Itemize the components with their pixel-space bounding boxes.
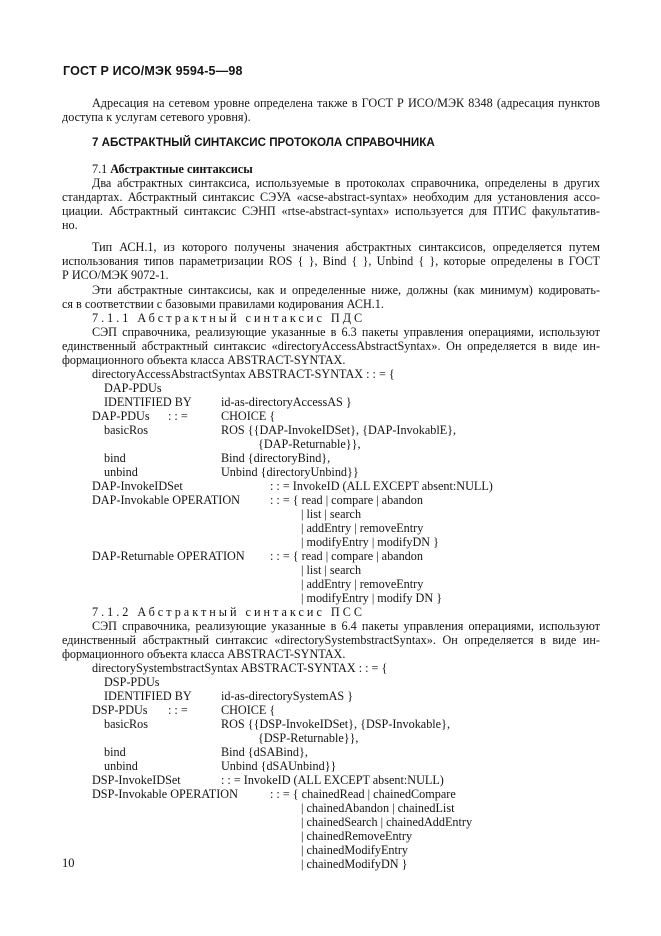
intro-line-2: доступа к услугам сетевого уровня).: [62, 110, 251, 124]
code-keyword: DSP-InvokeIDSet: [92, 773, 181, 787]
code-value: | addEntry | removeEntry: [301, 577, 424, 591]
code-operator: : : =: [168, 409, 188, 423]
code-line: directoryAccessAbstractSyntax ABSTRACT-SYNTAX : : = {: [92, 367, 395, 381]
code-keyword: unbind: [104, 759, 138, 773]
subsection-7-1-2-title: 7.1.2 Абстрактный синтаксис ПСС: [92, 605, 365, 619]
subsection-7-1-1-title: 7.1.1 Абстрактный синтаксис ПДС: [92, 311, 366, 325]
code-value: | list | search: [301, 507, 362, 521]
s712-line-2: единственный абстрактный синтаксис «directorySystembstractSyntax». Он определяется в виде ин-: [62, 633, 600, 647]
s711-line-2: единственный абстрактный синтаксис «directoryAccessAbstractSyntax». Он определяется в виде ин-: [62, 339, 600, 353]
code-keyword: IDENTIFIED BY: [104, 395, 192, 409]
code-line: DAP-PDUs: [104, 381, 162, 395]
para-1-line-3: циации. Абстрактный синтаксис СЭНП «rtse-abstract-syntax» используется для ПТИС факультатив-: [62, 204, 600, 218]
code-value: CHOICE {: [221, 409, 276, 423]
para-3-line-2: ся в соответствии с базовыми правилами кодирования АСН.1.: [62, 297, 384, 311]
code-keyword: basicRos: [104, 423, 149, 437]
code-value: : : = InvokeID (ALL EXCEPT absent:NULL): [270, 479, 493, 493]
running-header: ГОСТ Р ИСО/МЭК 9594-5—98: [63, 64, 243, 78]
code-value: ROS {{DSP-InvokeIDSet}, {DSP-Invokable},: [221, 717, 450, 731]
code-value: : : = InvokeID (ALL EXCEPT absent:NULL): [221, 773, 444, 787]
code-line: directorySystembstractSyntax ABSTRACT-SYNTAX : : = {: [92, 661, 388, 675]
section-7-title: 7 АБСТРАКТНЫЙ СИНТАКСИС ПРОТОКОЛА СПРАВОЧНИКА: [92, 136, 435, 149]
code-value: : : = { read | compare | abandon: [270, 493, 423, 507]
s711-line-3: формационного объекта класса ABSTRACT-SYNTAX.: [62, 353, 346, 367]
para-1-line-2: стандартах. Абстрактный синтаксис СЭУА «acse-abstract-syntax» необходим для установления ассо-: [62, 190, 600, 204]
code-value: {DAP-Returnable}},: [258, 437, 361, 451]
code-value: | addEntry | removeEntry: [301, 521, 424, 535]
code-keyword: basicRos: [104, 717, 149, 731]
code-keyword: DSP-Invokable OPERATION: [92, 787, 238, 801]
code-operator: : : =: [168, 703, 188, 717]
code-value: | modifyEntry | modify DN }: [301, 591, 443, 605]
code-value: | modifyEntry | modifyDN }: [301, 535, 440, 549]
para-2-line-2: использования типов параметризации ROS { }, Bind { }, Unbind { }, которые определены в ГОСТ: [62, 254, 600, 268]
code-value: Bind {directoryBind},: [221, 451, 331, 465]
subsection-7-1-heading: [92, 162, 630, 176]
code-keyword: DAP-InvokeIDSet: [92, 479, 183, 493]
code-value: Unbind {directoryUnbind}}: [221, 465, 359, 479]
code-value: | chainedModifyEntry: [301, 843, 409, 857]
code-value: {DSP-Returnable}},: [258, 731, 359, 745]
code-keyword: DAP-PDUs: [92, 409, 150, 423]
code-keyword: bind: [104, 745, 126, 759]
page-number: 10: [62, 856, 75, 870]
code-value: Unbind {dSAUnbind}}: [221, 759, 337, 773]
code-value: | list | search: [301, 563, 362, 577]
para-2-line-3: Р ИСО/МЭК 9072-1.: [62, 268, 169, 282]
s711-line-1: СЭП справочника, реализующие указанные в 6.3 пакеты управления операциями, используют: [92, 325, 600, 339]
para-3-line-1: Эти абстрактные синтаксисы, как и определенные ниже, должны (как минимум) кодировать-: [92, 283, 600, 297]
code-value: : : = { chainedRead | chainedCompare: [270, 787, 456, 801]
subsection-number: 7.1: [92, 162, 108, 176]
para-1-line-4: но.: [62, 218, 78, 232]
s712-line-1: СЭП справочника, реализующие указанные в 6.4 пакеты управления операциями, используют: [92, 619, 600, 633]
code-value: CHOICE {: [221, 703, 276, 717]
code-keyword: bind: [104, 451, 126, 465]
intro-line-1: Адресация на сетевом уровне определена также в ГОСТ Р ИСО/МЭК 8348 (адресация пунктов: [92, 96, 600, 110]
code-keyword: DSP-PDUs: [92, 703, 148, 717]
code-value: id-as-directoryAccessAS }: [221, 395, 352, 409]
code-value: | chainedRemoveEntry: [301, 829, 413, 843]
code-keyword: IDENTIFIED BY: [104, 689, 192, 703]
code-value: | chainedAbandon | chainedList: [301, 801, 455, 815]
s712-line-3: формационного объекта класса ABSTRACT-SYNTAX.: [62, 647, 346, 661]
code-keyword: DAP-Returnable OPERATION: [92, 549, 245, 563]
subsection-title: Абстрактные синтаксисы: [110, 162, 253, 176]
code-value: | chainedSearch | chainedAddEntry: [301, 815, 473, 829]
code-value: | chainedModifyDN }: [301, 857, 408, 871]
code-value: : : = { read | compare | abandon: [270, 549, 423, 563]
para-1-line-1: Два абстрактных синтаксиса, используемые в протоколах справочника, определены в других: [92, 176, 600, 190]
code-keyword: DAP-Invokable OPERATION: [92, 493, 240, 507]
code-value: Bind {dSABind},: [221, 745, 308, 759]
code-value: id-as-directorySystemAS }: [221, 689, 354, 703]
code-line: DSP-PDUs: [104, 675, 160, 689]
code-keyword: unbind: [104, 465, 138, 479]
para-2-line-1: Тип АСН.1, из которого получены значения абстрактных синтаксисов, определяется путем: [92, 240, 600, 254]
code-value: ROS {{DAP-InvokeIDSet}, {DAP-InvokablE},: [221, 423, 457, 437]
